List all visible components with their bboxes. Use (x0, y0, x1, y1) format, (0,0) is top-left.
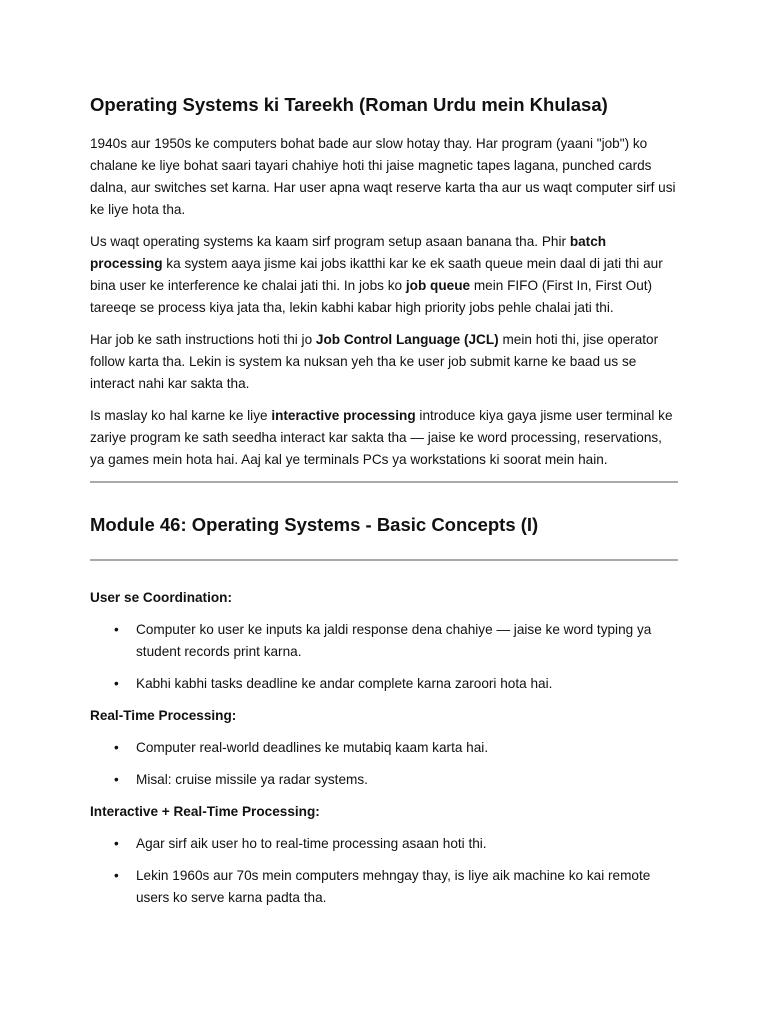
paragraph-history-intro: 1940s aur 1950s ke computers bohat bade aur slow hotay thay. Har program (yaani "job") ko chalane ke liye bohat saari tayari chahiye hoti thi jaise magnetic tapes lagana, punched cards dalna, aur switches set karna. Har user apna waqt reserve karta tha aur us waqt computer sirf usi ke liye hota tha. (90, 136, 676, 217)
text-run: Us waqt operating systems ka kaam sirf program setup asaan banana tha. Phir (90, 234, 570, 249)
list-item: • Misal: cruise missile ya radar systems. (136, 769, 678, 791)
paragraph-interactive-processing (90, 405, 678, 471)
section-heading-real-time: Real-Time Processing: (90, 708, 237, 723)
paragraph-jcl (90, 329, 678, 395)
text-run: Is maslay ko hal karne ke liye (90, 408, 272, 423)
list-item: • Computer ko user ke inputs ka jaldi response dena chahiye — jaise ke word typing ya student records print karna. (136, 619, 678, 663)
bold-term-jcl: Job Control Language (JCL) (315, 332, 499, 347)
section-heading-interactive-real-time: Interactive + Real-Time Processing: (90, 804, 320, 819)
bullet-list-real-time (90, 737, 678, 791)
bullet-list-user-coordination (90, 619, 678, 695)
list-item: • Lekin 1960s aur 70s mein computers mehngay thay, is liye aik machine ko kai remote users ko serve karna padta tha. (136, 865, 678, 909)
list-item: • Agar sirf aik user ho to real-time processing asaan hoti thi. (136, 833, 678, 855)
module-title: Module 46: Operating Systems - Basic Concepts (I) (90, 514, 539, 535)
divider (90, 559, 678, 561)
paragraph-batch-processing (90, 231, 678, 319)
bold-term-job-queue: job queue (405, 278, 471, 293)
text-run: Har job ke sath instructions hoti thi jo (90, 332, 316, 347)
page-title: Operating Systems ki Tareekh (Roman Urdu mein Khulasa) (90, 94, 608, 115)
list-item: • Kabhi kabhi tasks deadline ke andar complete karna zaroori hota hai. (136, 673, 678, 695)
bold-term-batch-processing: batch processing (90, 234, 607, 271)
section-heading-user-coordination: User se Coordination: (90, 590, 232, 605)
bold-term-interactive-processing: interactive processing (271, 408, 416, 423)
bullet-list-interactive-real-time (90, 833, 678, 909)
text-run: ka system aaya jisme kai jobs ikatthi kar ke ek saath queue mein daal di jati thi aur bina user ke interference ke chalai jati thi. In jobs ko (90, 256, 663, 293)
text-run: mein FIFO (First In, First Out) tareeqe se process kiya jata tha, lekin kabhi kabar high priority jobs pehle chalai jati thi. (90, 278, 653, 315)
text-run: mein hoti thi, jise operator follow karta tha. Lekin is system ka nuksan yeh tha ke user job submit karne ke baad us se interact nahi kar sakta tha. (90, 332, 659, 391)
text-run: introduce kiya gaya jisme user terminal ke zariye program ke sath seedha interact kar sakta tha — jaise ke word processing, reservations, ya games mein hota hai. Aaj kal ye terminals PCs ya workstations ki soorat mein hain. (90, 408, 673, 467)
divider (90, 481, 678, 483)
list-item: • Computer real-world deadlines ke mutabiq kaam karta hai. (136, 737, 678, 759)
